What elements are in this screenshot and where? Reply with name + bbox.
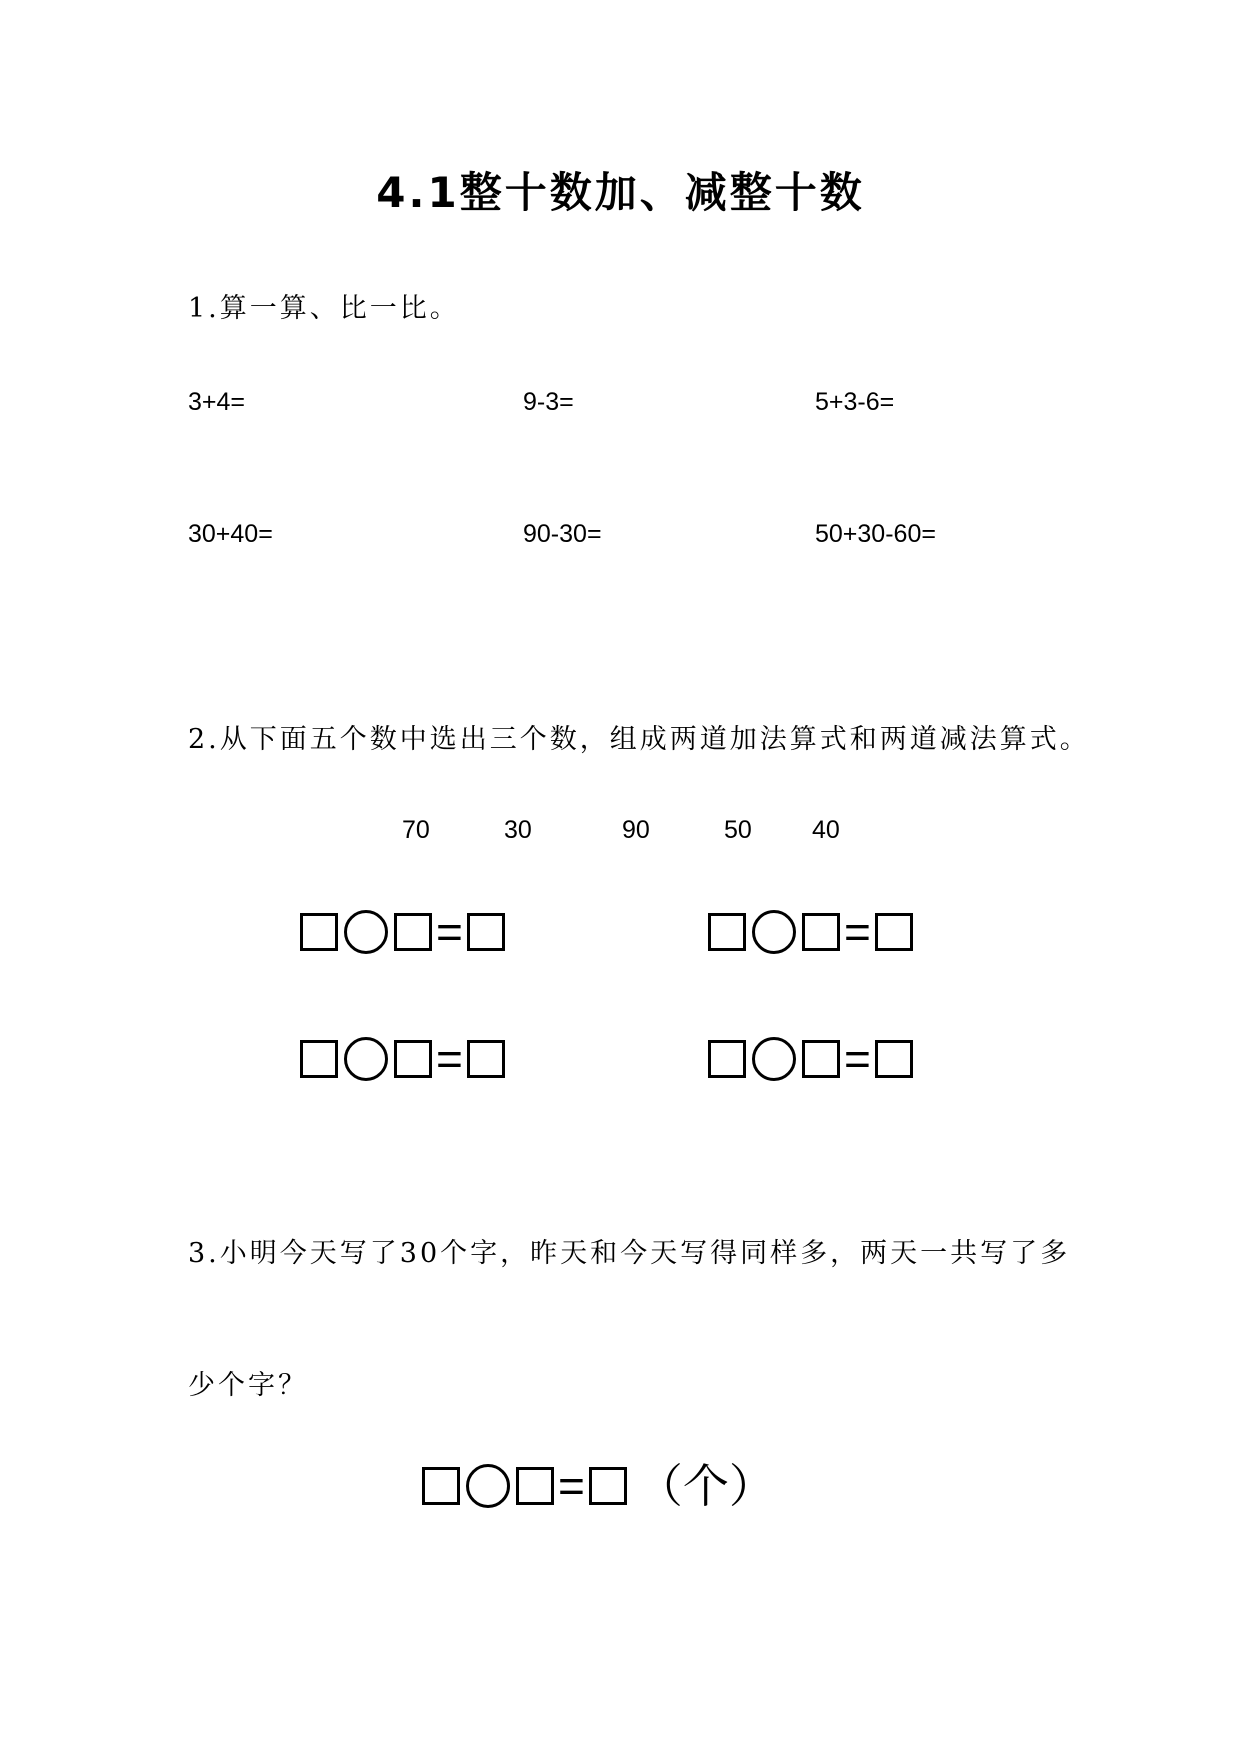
- answer-box[interactable]: [516, 1467, 554, 1505]
- question-1-prompt: 1.算一算、比一比。: [188, 293, 460, 324]
- answer-box[interactable]: [394, 1040, 432, 1078]
- equation-blank-3: [300, 1035, 505, 1083]
- operator-circle[interactable]: [466, 1464, 510, 1508]
- answer-box[interactable]: [708, 1040, 746, 1078]
- expression-1-3: 5+3-6=: [815, 388, 895, 416]
- operator-circle[interactable]: [752, 910, 796, 954]
- number-option: 90: [622, 816, 650, 844]
- number-option: 30: [504, 816, 532, 844]
- page-title: 4.1整十数加、减整十数: [376, 168, 865, 217]
- answer-box[interactable]: [300, 1040, 338, 1078]
- unit-label: （个）: [636, 1459, 775, 1513]
- question-3-prompt-line1: 3.小明今天写了30个字，昨天和今天写得同样多，两天一共写了多: [188, 1238, 1071, 1269]
- number-option: 50: [724, 816, 752, 844]
- question-3-prompt-line2: 少个字？: [188, 1370, 308, 1401]
- expression-1-1: 3+4=: [188, 388, 246, 416]
- equation-blank-4: [708, 1035, 913, 1083]
- answer-box[interactable]: [300, 913, 338, 951]
- answer-box[interactable]: [708, 913, 746, 951]
- equation-blank-2: [708, 908, 913, 956]
- equals-sign: =: [844, 1033, 871, 1085]
- answer-box[interactable]: [875, 1040, 913, 1078]
- expression-2-3: 50+30-60=: [815, 520, 936, 548]
- equation-blank-5: [422, 1459, 775, 1513]
- answer-box[interactable]: [589, 1467, 627, 1505]
- answer-box[interactable]: [875, 913, 913, 951]
- answer-box[interactable]: [422, 1467, 460, 1505]
- expression-2-2: 90-30=: [523, 520, 602, 548]
- equals-sign: =: [436, 1033, 463, 1085]
- answer-box[interactable]: [802, 1040, 840, 1078]
- expression-2-1: 30+40=: [188, 520, 273, 548]
- equals-sign: =: [844, 906, 871, 958]
- number-option: 70: [402, 816, 430, 844]
- answer-box[interactable]: [802, 913, 840, 951]
- operator-circle[interactable]: [752, 1037, 796, 1081]
- equals-sign: =: [558, 1460, 585, 1512]
- answer-box[interactable]: [394, 913, 432, 951]
- equation-blank-1: [300, 908, 505, 956]
- operator-circle[interactable]: [344, 910, 388, 954]
- equals-sign: =: [436, 906, 463, 958]
- answer-box[interactable]: [467, 1040, 505, 1078]
- question-2-prompt: 2.从下面五个数中选出三个数，组成两道加法算式和两道减法算式。: [188, 724, 1090, 755]
- number-option: 40: [812, 816, 840, 844]
- expression-1-2: 9-3=: [523, 388, 574, 416]
- operator-circle[interactable]: [344, 1037, 388, 1081]
- answer-box[interactable]: [467, 913, 505, 951]
